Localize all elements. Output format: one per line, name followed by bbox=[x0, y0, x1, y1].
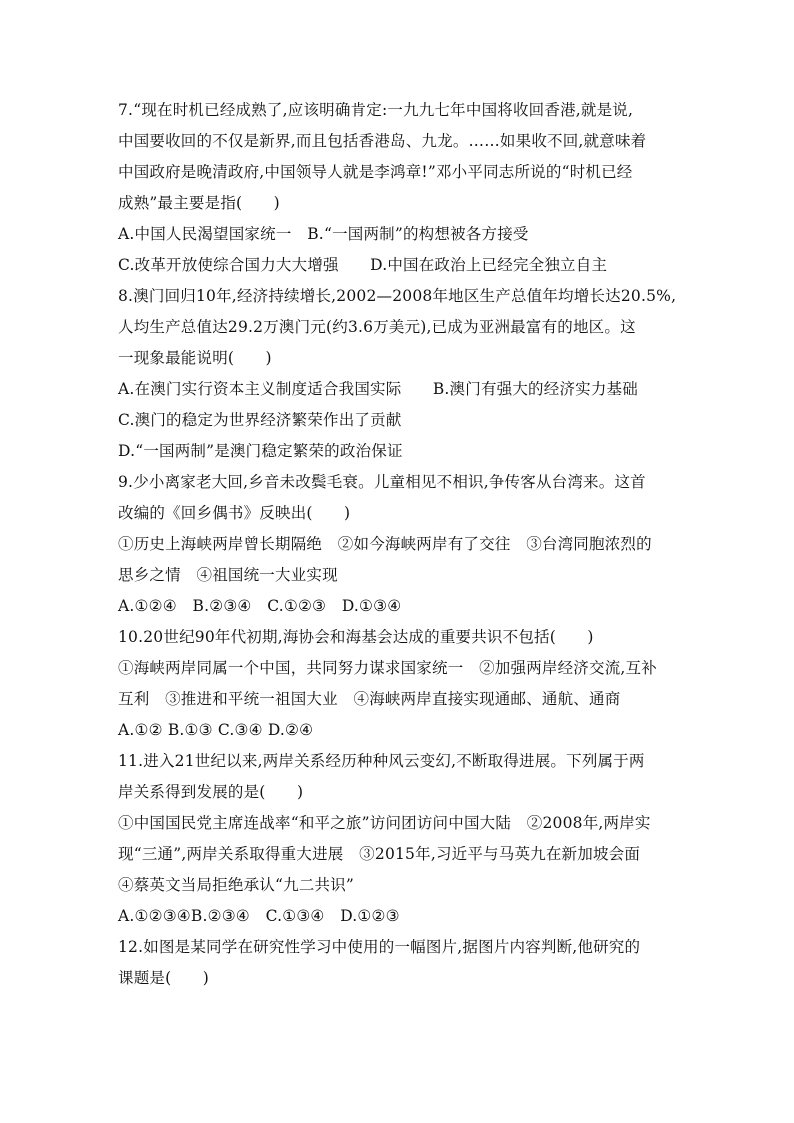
question-9-line-4: 思乡之情 ④祖国统一大业实现 bbox=[118, 566, 338, 584]
question-8-line-2: 人均生产总值达29.2万澳门元(约3.6万美元),已成为亚洲最富有的地区。这 bbox=[118, 318, 636, 336]
question-7-line-3: 中国政府是晚清政府,中国领导人就是李鸿章!”邓小平同志所说的“时机已经 bbox=[118, 163, 633, 181]
question-9-line-1: 9.少小离家老大回,乡音未改鬓毛衰。儿童相见不相识,争传客从台湾来。这首 bbox=[118, 473, 646, 491]
question-8-options-3: D.“一国两制”是澳门稳定繁荣的政治保证 bbox=[118, 442, 403, 460]
exam-page bbox=[118, 95, 678, 994]
question-11-options-1: A.①②③④B.②③④ C.①③④ D.①②③ bbox=[118, 907, 400, 925]
question-9-line-2: 改编的《回乡偶书》反映出( ) bbox=[118, 504, 351, 522]
question-7-options-2: C.改革开放使综合国力大大增强 D.中国在政治上已经完全独立自主 bbox=[118, 256, 608, 274]
question-9 bbox=[118, 467, 678, 622]
question-9-line-3: ①历史上海峡两岸曾长期隔绝 ②如今海峡两岸有了交往 ③台湾同胞浓烈的 bbox=[118, 535, 652, 553]
question-10-line-2: ①海峡两岸同属一个中国，共同努力谋求国家统一 ②加强两岸经济交流,互补 bbox=[118, 659, 657, 677]
question-7-line-1: 7.“现在时机已经成熟了,应该明确肯定:一九九七年中国将收回香港,就是说, bbox=[118, 101, 634, 119]
question-7-line-4: 成熟”最主要是指( ) bbox=[118, 194, 280, 212]
question-12-line-1: 12.如图是某同学在研究性学习中使用的一幅图片,据图片内容判断,他研究的 bbox=[118, 938, 641, 956]
question-8-line-1: 8.澳门回归10年,经济持续增长,2002—2008年地区生产总值年均增长达20.5%, bbox=[118, 287, 677, 305]
question-10-line-1: 10.20世纪90年代初期,海协会和海基会达成的重要共识不包括( ) bbox=[118, 628, 594, 646]
question-9-options-1: A.①②④ B.②③④ C.①②③ D.①③④ bbox=[118, 597, 402, 615]
question-7-line-2: 中国要收回的不仅是新界,而且包括香港岛、九龙。……如果收不回,就意味着 bbox=[118, 132, 647, 150]
question-11-line-1: 11.进入21世纪以来,两岸关系经历种种风云变幻,不断取得进展。下列属于两 bbox=[118, 752, 645, 770]
question-7-options-1: A.中国人民渴望国家统一 B.“一国两制”的构想被各方接受 bbox=[118, 225, 529, 243]
question-11-line-2: 岸关系得到发展的是( ) bbox=[118, 783, 304, 801]
question-12 bbox=[118, 932, 678, 994]
question-11-line-3: ①中国国民党主席连战率“和平之旅”访问团访问中国大陆 ②2008年,两岸实 bbox=[118, 814, 651, 832]
question-12-line-2: 课题是( ) bbox=[118, 969, 209, 987]
question-10 bbox=[118, 622, 678, 746]
question-10-line-3: 互利 ③推进和平统一祖国大业 ④海峡两岸直接实现通邮、通航、通商 bbox=[118, 690, 621, 708]
question-11-line-4: 现“三通”,两岸关系取得重大进展 ③2015年,习近平与马英九在新加坡会面 bbox=[118, 845, 641, 863]
question-7 bbox=[118, 95, 678, 281]
question-8-options-1: A.在澳门实行资本主义制度适合我国实际 B.澳门有强大的经济实力基础 bbox=[118, 380, 638, 398]
question-8 bbox=[118, 281, 678, 467]
question-8-line-3: 一现象最能说明( ) bbox=[118, 349, 272, 367]
question-11 bbox=[118, 746, 678, 932]
question-10-options-1: A.①② B.①③ C.③④ D.②④ bbox=[118, 721, 314, 739]
question-11-line-5: ④蔡英文当局拒绝承认“九二共识” bbox=[118, 876, 355, 894]
question-8-options-2: C.澳门的稳定为世界经济繁荣作出了贡献 bbox=[118, 411, 402, 429]
